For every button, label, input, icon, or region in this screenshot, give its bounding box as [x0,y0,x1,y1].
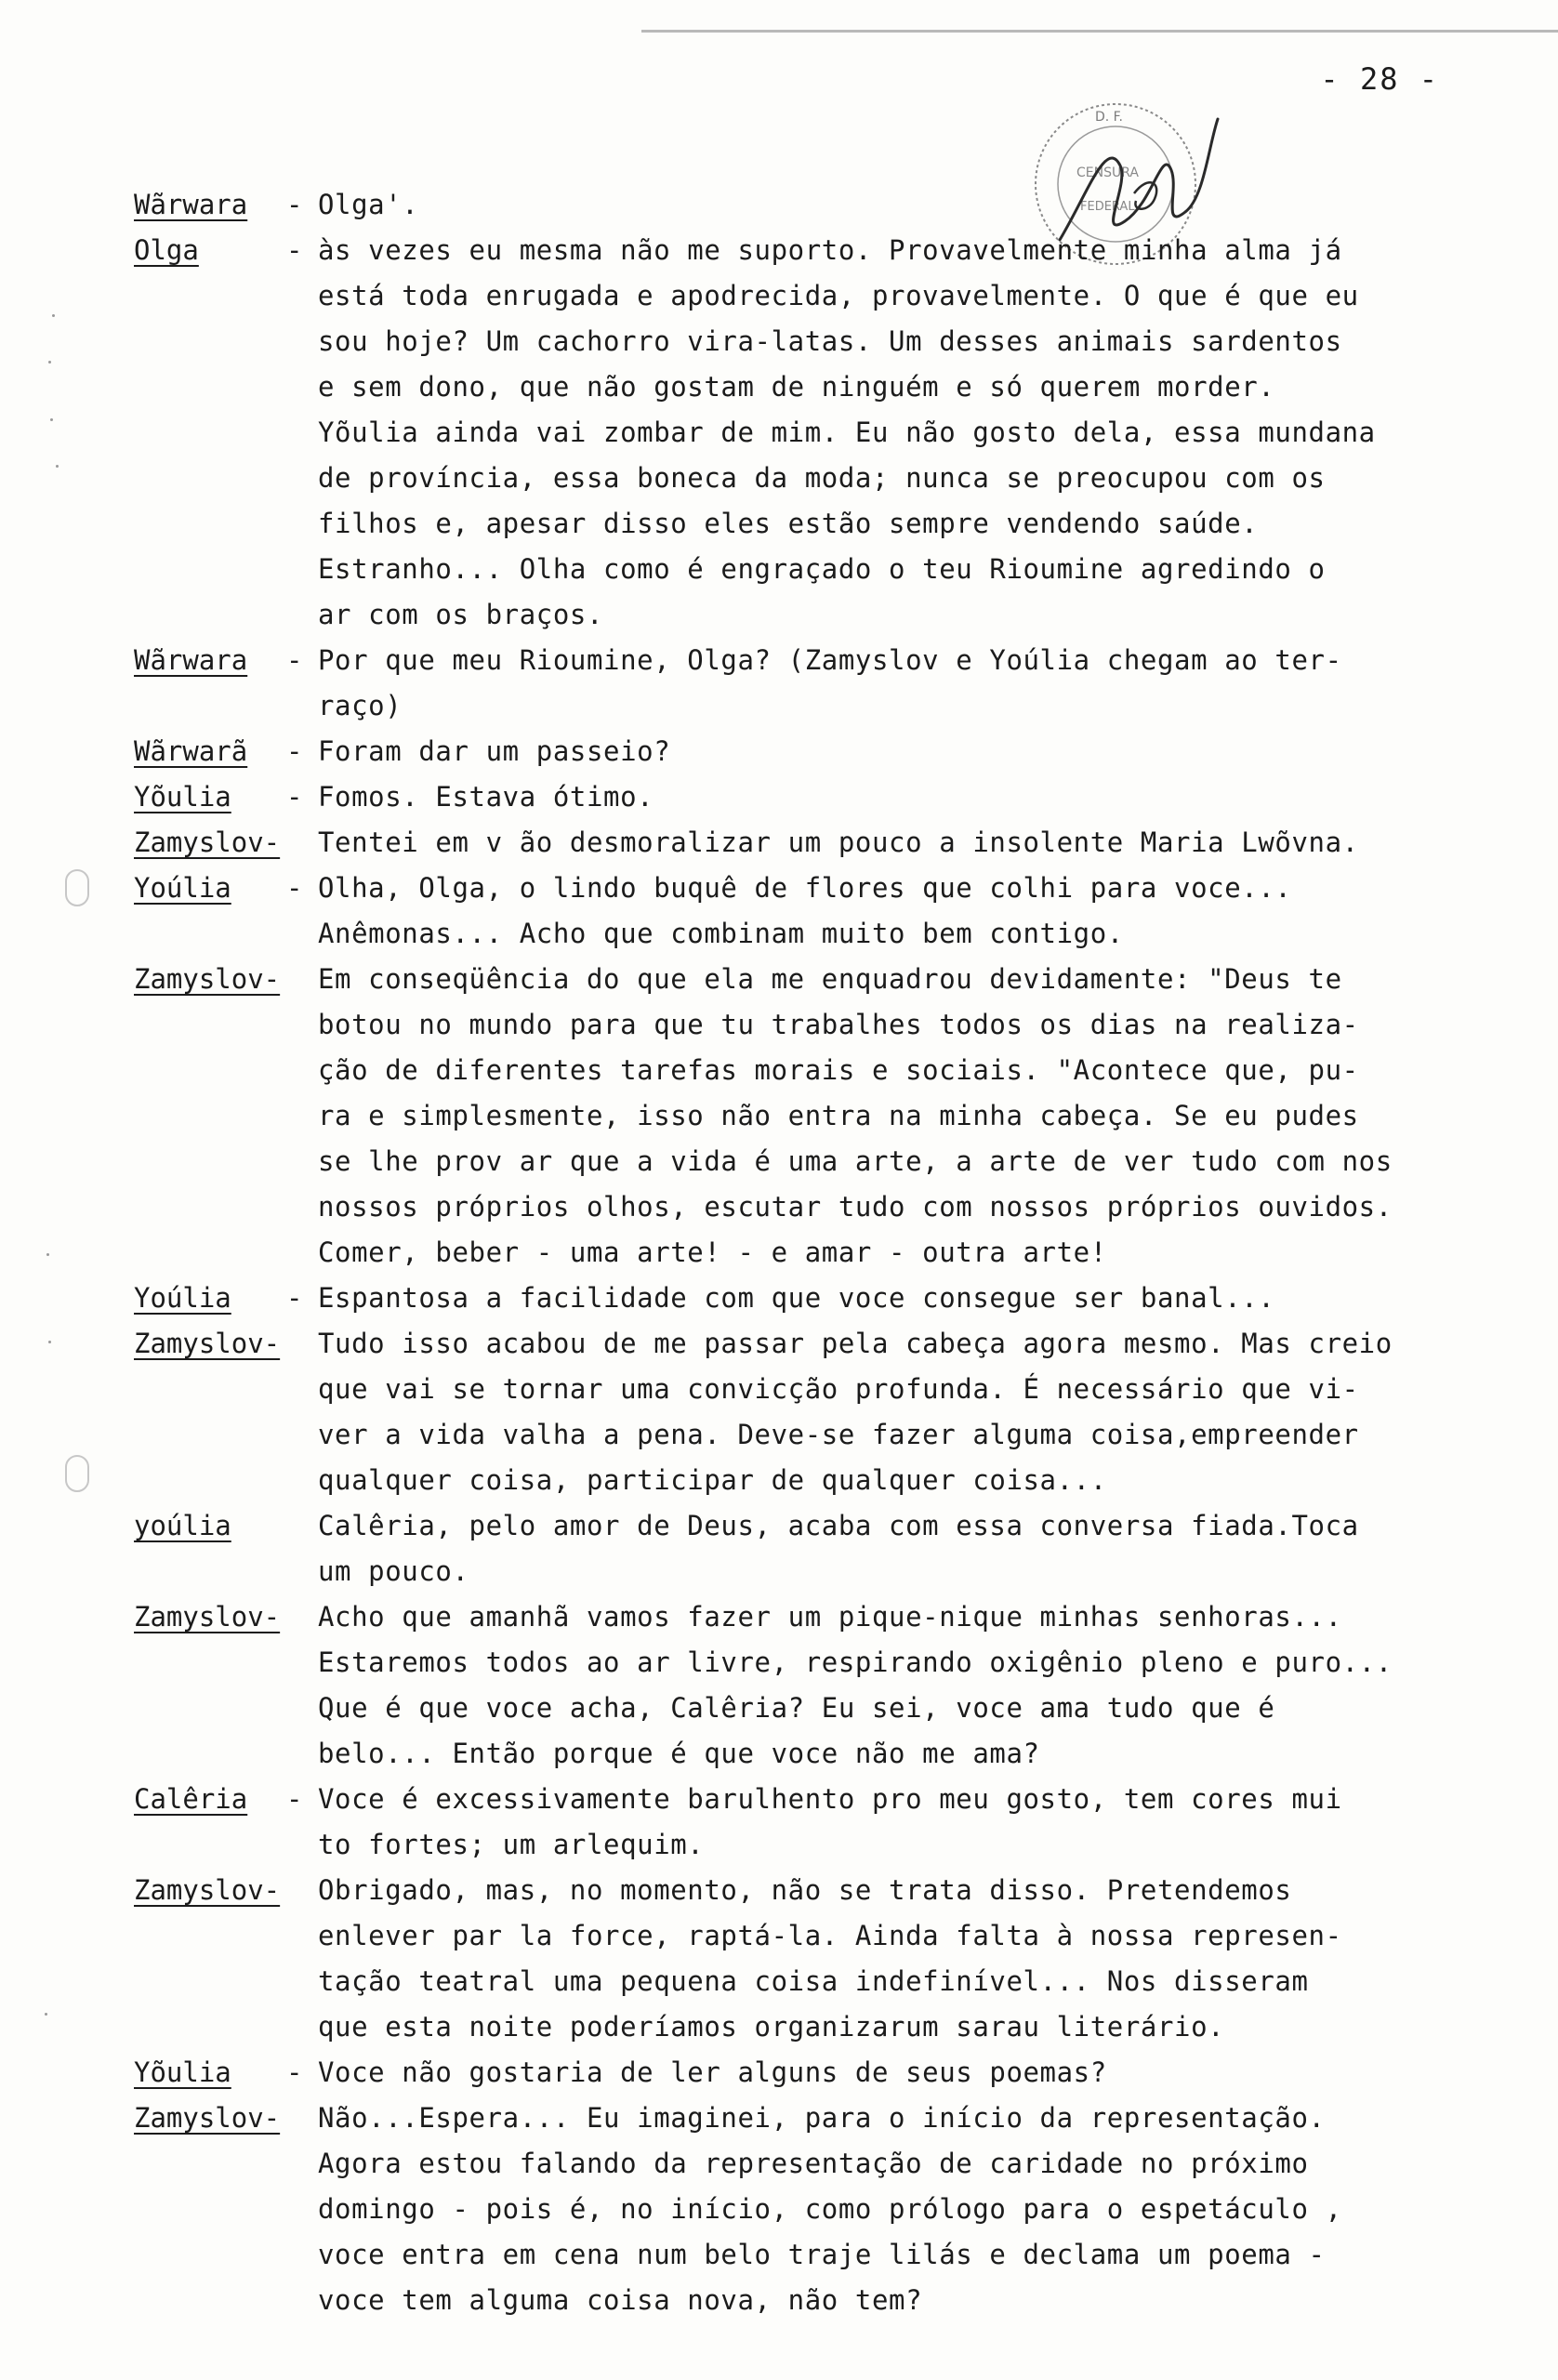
speaker-name: Zamyslov- [134,1328,281,1359]
dialogue-line: Calêria, pelo amor de Deus, acaba com essa conversa fiada.Toca [318,1510,1359,1541]
dialogue-line: domingo - pois é, no início, como prólogo para o espetáculo , [318,2193,1342,2225]
speaker-dash: - [286,234,303,266]
dialogue-line: Tudo isso acabou de me passar pela cabeça agora mesmo. Mas creio [318,1328,1393,1359]
dialogue-line: Foram dar um passeio? [318,735,671,767]
dialogue-line: Estaremos todos ao ar livre, respirando oxigênio pleno e puro... [318,1646,1393,1678]
speaker-dash: - [286,2056,303,2088]
speaker-name: Zamyslov- [134,2102,281,2134]
speaker-dash: - [286,781,303,813]
dialogue-line: que esta noite poderíamos organizarum sarau literário. [318,2011,1225,2043]
speaker-name: Zamyslov- [134,1874,281,1906]
dialogue-line: Anêmonas... Acho que combinam muito bem contigo. [318,918,1124,949]
scan-speck [48,1341,51,1343]
dialogue-line: Voce é excessivamente barulhento pro meu gosto, tem cores mui [318,1783,1342,1815]
dialogue-line: tação teatral uma pequena coisa indefinível... Nos disseram [318,1965,1309,1997]
dialogue-line: Que é que voce acha, Calêria? Eu sei, voce ama tudo que é [318,1692,1275,1724]
speaker-dash: - [286,644,303,676]
dialogue-line: ção de diferentes tarefas morais e sociais. "Acontece que, pu- [318,1054,1359,1086]
top-scan-edge [641,30,1558,33]
dialogue-line: raço) [318,690,403,721]
dialogue-line: Fomos. Estava ótimo. [318,781,654,813]
dialogue-line: Acho que amanhã vamos fazer um pique-nique minhas senhoras... [318,1601,1342,1633]
speaker-dash: - [286,1282,303,1314]
speaker-dash: - [286,1783,303,1815]
dialogue-line: ra e simplesmente, isso não entra na minha cabeça. Se eu pudes [318,1100,1359,1131]
dialogue-line: Tentei em v ão desmoralizar um pouco a insolente Maria Lwõvna. [318,826,1359,858]
dialogue-line: Olha, Olga, o lindo buquê de flores que colhi para voce... [318,872,1292,904]
dialogue-line: Agora estou falando da representação de caridade no próximo [318,2148,1309,2179]
dialogue-line: Comer, beber - uma arte! - e amar - outra arte! [318,1236,1107,1268]
speaker-name: Yoúlia [134,1282,231,1314]
dialogue-line: Yõulia ainda vai zombar de mim. Eu não gosto dela, essa mundana [318,416,1376,448]
dialogue-line: ver a vida valha a pena. Deve-se fazer alguma coisa,empreender [318,1419,1359,1450]
speaker-name: Olga [134,234,199,266]
dialogue-line: filhos e, apesar disso eles estão sempre vendendo saúde. [318,508,1259,539]
speaker-name: Yoúlia [134,872,231,904]
svg-text:CENSURA: CENSURA [1076,165,1139,180]
dialogue-line: que vai se tornar uma convicção profunda. É necessário que vi- [318,1373,1359,1405]
scan-speck [46,1253,49,1256]
scan-speck [45,2013,47,2016]
dialogue-line: qualquer coisa, participar de qualquer coisa... [318,1464,1107,1496]
scan-speck [56,465,59,468]
dialogue-line: botou no mundo para que tu trabalhes todos os dias na realiza- [318,1009,1359,1040]
dialogue-line: to fortes; um arlequim. [318,1829,705,1860]
dialogue-line: voce entra em cena num belo traje lilás e declama um poema - [318,2239,1326,2270]
dialogue-line: Em conseqüência do que ela me enquadrou devidamente: "Deus te [318,963,1342,995]
dialogue-line: nossos próprios olhos, escutar tudo com nossos próprios ouvidos. [318,1191,1393,1223]
dialogue-line: ar com os braços. [318,599,604,630]
scan-speck [52,314,55,317]
speaker-dash: - [286,735,303,767]
dialogue-line: às vezes eu mesma não me suporto. Provavelmente minha alma já [318,234,1342,266]
speaker-name: Yõulia [134,2056,231,2088]
speaker-dash: - [286,189,303,220]
speaker-name: Zamyslov- [134,826,281,858]
dialogue-line: belo... Então porque é que voce não me ama? [318,1738,1040,1769]
scan-speck [50,418,53,421]
dialogue-line: voce tem alguma coisa nova, não tem? [318,2284,923,2316]
punch-hole-mark [65,1455,89,1492]
dialogue-line: um pouco. [318,1555,469,1587]
dialogue-line: Estranho... Olha como é engraçado o teu Rioumine agredindo o [318,553,1326,585]
speaker-name: yoúlia [134,1510,231,1541]
speaker-name: Yõulia [134,781,231,813]
dialogue-line: de província, essa boneca da moda; nunca se preocupou com os [318,462,1326,494]
speaker-name: Calêria [134,1783,248,1815]
page-number: - 28 - [1320,61,1439,97]
speaker-name: Zamyslov- [134,1601,281,1633]
punch-hole-mark [65,869,89,906]
dialogue-line: Não...Espera... Eu imaginei, para o início da representação. [318,2102,1326,2134]
dialogue-line: se lhe prov ar que a vida é uma arte, a arte de ver tudo com nos [318,1145,1393,1177]
dialogue-line: sou hoje? Um cachorro vira-latas. Um desses animais sardentos [318,325,1342,357]
speaker-name: Wãrwara [134,644,248,676]
svg-text:D. F.: D. F. [1095,110,1123,125]
speaker-name: Wãrwara [134,189,248,220]
speaker-dash: - [286,872,303,904]
speaker-name: Wãrwarã [134,735,248,767]
svg-text:FEDERAL: FEDERAL [1080,200,1135,214]
dialogue-line: Olga'. [318,189,419,220]
dialogue-line: Espantosa a facilidade com que voce consegue ser banal... [318,1282,1275,1314]
scan-speck [48,361,51,364]
dialogue-line: Por que meu Rioumine, Olga? (Zamyslov e Yoúlia chegam ao ter- [318,644,1342,676]
dialogue-line: Obrigado, mas, no momento, não se trata disso. Pretendemos [318,1874,1292,1906]
dialogue-line: está toda enrugada e apodrecida, provavelmente. O que é que eu [318,280,1359,311]
dialogue-line: Voce não gostaria de ler alguns de seus poemas? [318,2056,1107,2088]
speaker-name: Zamyslov- [134,963,281,995]
dialogue-line: enlever par la force, raptá-la. Ainda falta à nossa represen- [318,1920,1342,1951]
dialogue-line: e sem dono, que não gostam de ninguém e só querem morder. [318,371,1275,403]
